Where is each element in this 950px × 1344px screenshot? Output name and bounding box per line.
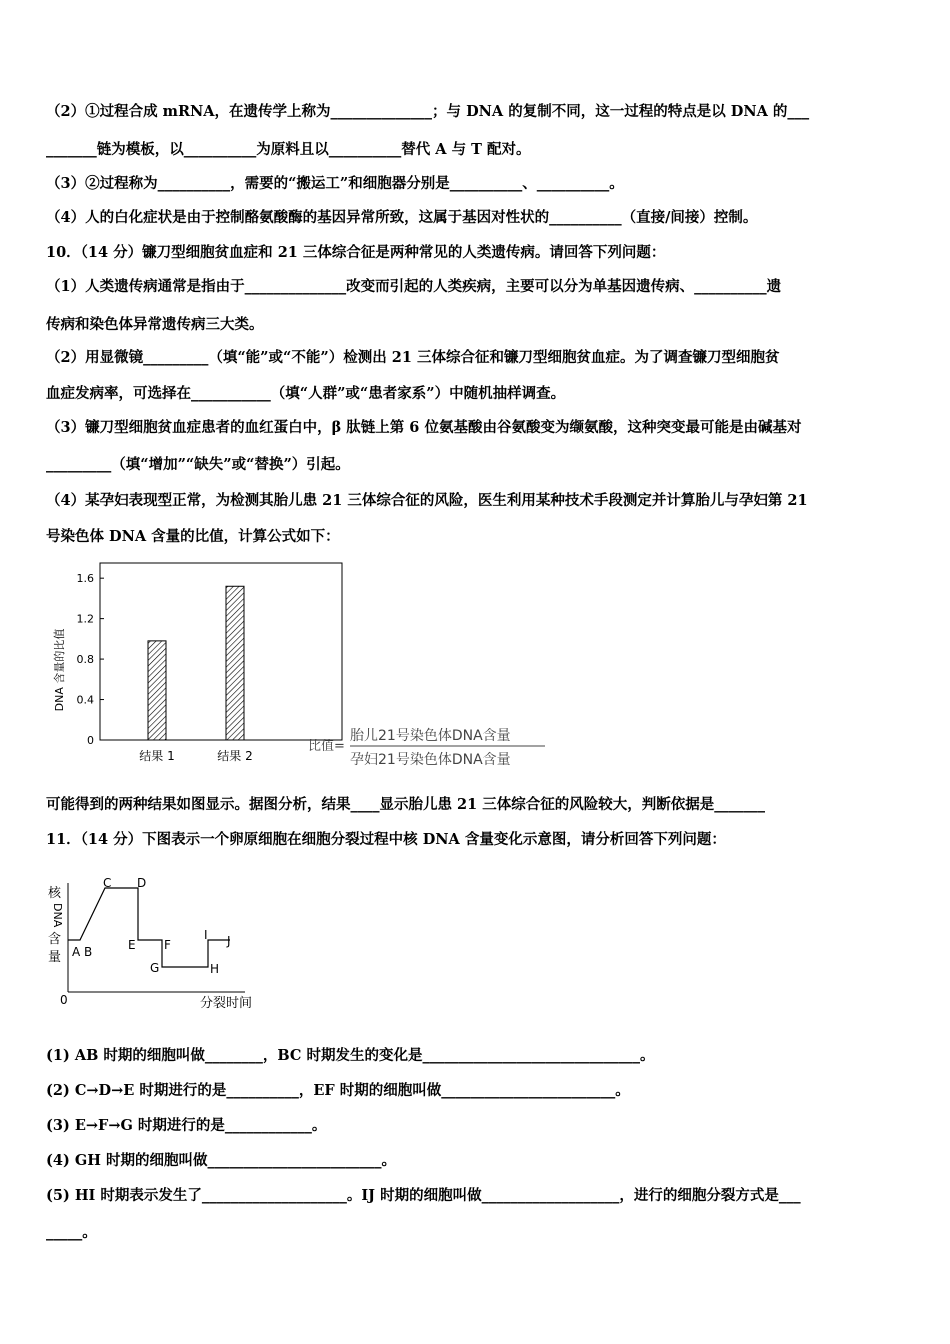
bar-1 [148,641,166,740]
q10-heading: 10．（14 分）镰刀型细胞贫血症和 21 三体综合征是两种常见的人类遗传病。请回答下列问题： [46,244,666,261]
formula-label: 比值= [308,739,345,754]
q10-3-line-b: _________（填“增加”“缺失”或“替换”）引起。 [46,456,350,473]
point-d: D [137,876,147,890]
q10-4-line-b: 号染色体 DNA 含量的比值，计算公式如下： [46,528,340,545]
point-i: I [204,928,208,942]
q10-4-line-c: 可能得到的两种结果如图显示。据图分析，结果____显示胎儿患 21 三体综合征的风险较大，判断依据是_______ [46,796,766,813]
q10-2-line-a: （2）用显微镜_________（填“能”或“不能”）检测出 21 三体综合征和镰刀型细胞贫血症。为了调查镰刀型细胞贫 [46,349,780,366]
y-label-char-2: DNA [51,903,64,928]
q9-2-line-a: （2）①过程合成 mRNA，在遗传学上称为______________；与 DNA 的复制不同，这一过程的特点是以 DNA 的___ [46,103,810,120]
q11-5-line-a: (5) HI 时期表示发生了____________________。IJ 时期的细胞叫做___________________，进行的细胞分裂方式是___ [46,1187,801,1204]
y-tick-label-4: 1.6 [76,572,94,586]
q11-1-line: (1) AB 时期的细胞叫做________，BC 时期发生的变化是______________________________。 [46,1047,655,1064]
x-label-2: 结果 2 [217,749,253,763]
point-f: F [164,938,171,952]
q10-2-line-b: 血症发病率，可选择在___________（填“人群”或“患者家系”）中随机抽样调查。 [46,385,566,402]
q9-2-line-b: _______链为模板，以__________为原料且以__________替代 A 与 T 配对。 [46,141,531,158]
formula-denominator: 孕妇21号染色体DNA含量 [350,752,511,768]
dna-content-graph [40,875,280,1020]
q10-3-line-a: （3）镰刀型细胞贫血症患者的血红蛋白中，β 肽链上第 6 位氨基酸由谷氨酸变为缬氨酸，这种突变最可能是由碱基对 [46,419,802,436]
graph-x-label: 分裂时间 [200,996,253,1011]
point-a: A [72,945,81,959]
q11-2-line: (2) C→D→E 时期进行的是__________，EF 时期的细胞叫做________________________。 [46,1082,630,1099]
formula-numerator: 胎儿21号染色体DNA含量 [350,728,511,744]
point-c: C [103,876,112,890]
q10-1-line-b: 传病和染色体异常遗传病三大类。 [46,316,264,333]
x-axis-labels [139,748,252,763]
y-label-char-1: 核 [48,886,62,901]
point-labels [72,876,231,976]
y-tick-label-1: 0.4 [76,693,94,707]
point-g: G [150,961,160,975]
q10-1-line-a: （1）人类遗传病通常是指由于______________改变而引起的人类疾病，主要可以分为单基因遗传病、__________遗 [46,278,782,295]
q11-heading: 11．（14 分）下图表示一个卵原细胞在细胞分裂过程中核 DNA 含量变化示意图，请分析回答下列问题： [46,831,726,848]
bars [148,586,244,740]
point-e: E [128,938,136,952]
q11-3-line: (3) E→F→G 时期进行的是____________。 [46,1117,327,1134]
y-tick-label-2: 0.8 [76,653,94,667]
q9-3-line: （3）②过程称为__________，需要的“搬运工”和细胞器分别是__________、__________。 [46,175,624,192]
y-tick-label-0: 0 [87,734,94,747]
q10-4-line-a: （4）某孕妇表现型正常，为检测其胎儿患 21 三体综合征的风险，医生利用某种技术手段测定并计算胎儿与孕妇第 21 [46,492,808,509]
graph-y-label [48,885,64,965]
q9-4-line: （4）人的白化症状是由于控制酪氨酸酶的基因异常所致，这属于基因对性状的__________（直接/间接）控制。 [46,209,758,226]
point-h: H [210,962,220,976]
y-label-char-4: 量 [48,950,62,965]
x-label-1: 结果 1 [139,749,175,763]
y-axis-label: DNA 含量的比值 [53,628,66,712]
graph-origin: 0 [60,993,68,1007]
q11-5-line-b: _____。 [46,1224,97,1241]
dna-ratio-chart [50,560,560,775]
plot-frame [100,563,342,740]
point-b: B [84,945,93,959]
y-label-char-3: 含 [48,932,62,947]
y-tick-label-3: 1.2 [76,612,94,626]
bar-2 [226,586,244,740]
point-j: J [227,934,231,948]
q11-4-line: (4) GH 时期的细胞叫做________________________。 [46,1152,396,1169]
